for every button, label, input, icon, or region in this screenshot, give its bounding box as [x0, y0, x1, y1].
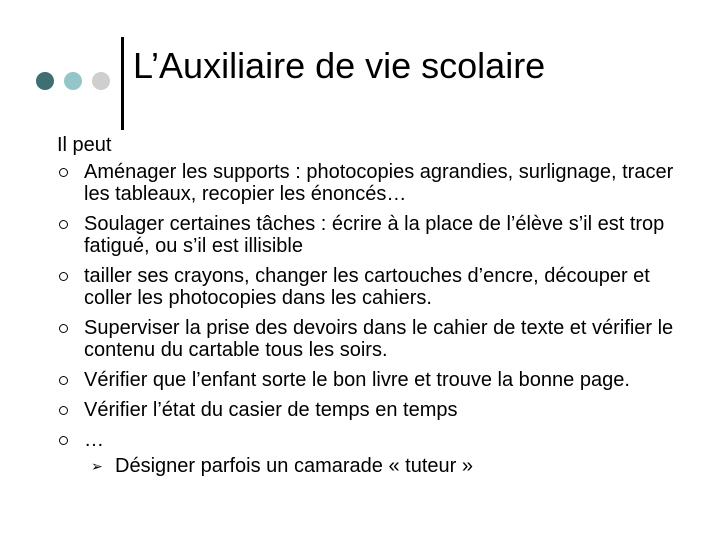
bullet-item — [57, 399, 687, 421]
hollow-circle-icon — [59, 324, 68, 333]
hollow-circle-icon — [59, 406, 68, 415]
bullet-text: Vérifier que l’enfant sorte le bon livre et trouve la bonne page. — [84, 369, 630, 391]
slide-title: L’Auxiliaire de vie scolaire — [133, 45, 546, 86]
dot-icon — [92, 72, 110, 90]
intro-text: Il peut — [57, 134, 112, 156]
bullet-list — [57, 161, 687, 485]
bullet-text: … — [84, 429, 104, 451]
hollow-circle-icon — [59, 220, 68, 229]
decorative-dots — [36, 72, 116, 92]
bullet-text: Vérifier l’état du casier de temps en temps — [84, 399, 458, 421]
bullet-item — [57, 369, 687, 391]
bullet-text: Aménager les supports : photocopies agrandies, surlignage, tracer les tableaux, recopier les énoncés… — [84, 161, 674, 205]
bullet-text: Soulager certaines tâches : écrire à la place de l’élève s’il est trop fatigué, ou s’il est illisible — [84, 213, 665, 257]
bullet-text: Superviser la prise des devoirs dans le cahier de texte et vérifier le contenu du cartable tous les soirs. — [84, 317, 674, 361]
arrowhead-icon: ➢ — [91, 458, 103, 474]
hollow-circle-icon — [59, 168, 68, 177]
bullet-text: tailler ses crayons, changer les cartouches d’encre, découper et coller les photocopies dans les cahiers. — [84, 265, 650, 309]
hollow-circle-icon — [59, 436, 68, 445]
sub-bullet-item — [84, 455, 687, 477]
dot-icon — [36, 72, 54, 90]
title-divider — [121, 37, 124, 130]
bullet-item — [57, 213, 687, 257]
bullet-item — [57, 317, 687, 361]
bullet-item — [57, 265, 687, 309]
hollow-circle-icon — [59, 376, 68, 385]
hollow-circle-icon — [59, 272, 68, 281]
bullet-item — [57, 429, 687, 477]
dot-icon — [64, 72, 82, 90]
bullet-item — [57, 161, 687, 205]
sub-bullet-text: Désigner parfois un camarade « tuteur » — [115, 455, 473, 477]
sub-bullet-list — [84, 455, 687, 477]
